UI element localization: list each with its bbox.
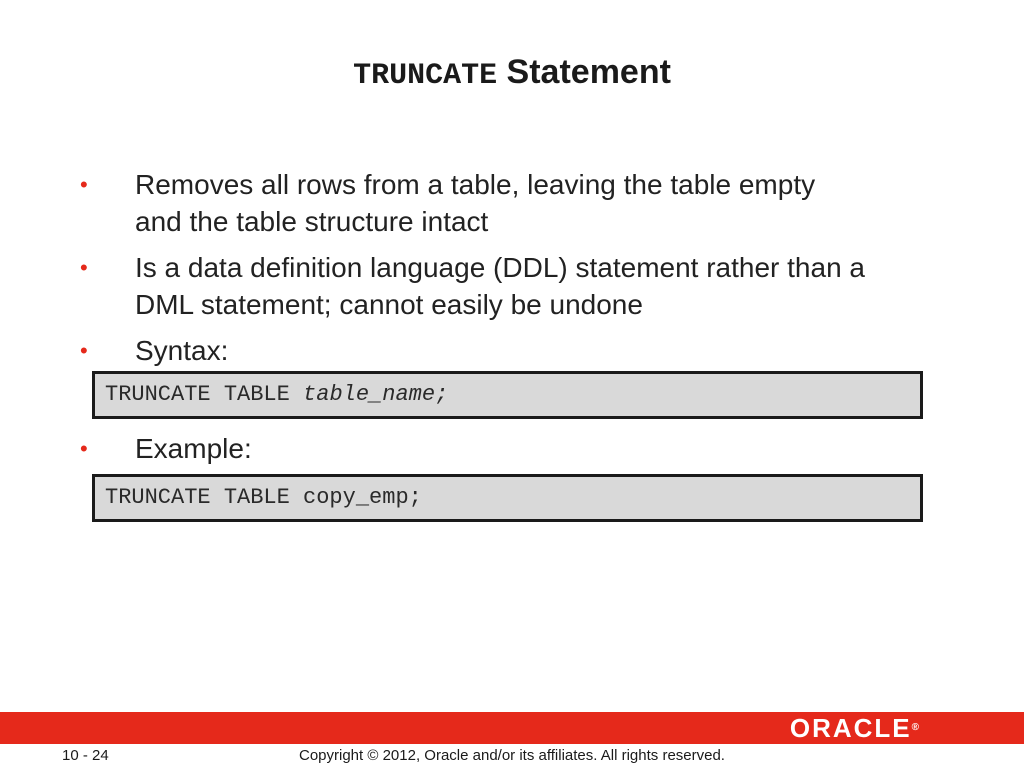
bullet-text — [135, 166, 965, 240]
bullet-line: and the table structure intact — [135, 206, 489, 237]
syntax-suffix: ; — [435, 382, 449, 407]
bullet-line: Syntax: — [135, 335, 229, 366]
footer-copyright: Copyright © 2012, Oracle and/or its affiliates. All rights reserved. — [299, 747, 725, 764]
bullet-text — [135, 430, 965, 467]
bullet-marker: • — [80, 172, 88, 197]
title-text: Statement — [506, 53, 671, 91]
oracle-logo-text: ORACLE — [789, 713, 912, 743]
example-code-box — [92, 474, 923, 522]
bullet-marker: • — [80, 338, 88, 363]
bullet-line: Example: — [135, 433, 252, 464]
syntax-code-box — [92, 371, 923, 419]
bullet-marker: • — [80, 255, 88, 280]
footer-page-number: 10 - 24 — [62, 747, 109, 764]
bullet-text — [135, 249, 965, 323]
bullet-text — [135, 332, 965, 369]
title-keyword: TRUNCATE — [353, 59, 498, 93]
example-code: TRUNCATE TABLE copy_emp; — [105, 485, 422, 510]
bullet-line: Removes all rows from a table, leaving the table empty — [135, 169, 816, 200]
bullet-marker: • — [80, 436, 88, 461]
bullet-line: Is a data definition language (DDL) statement rather than a — [135, 252, 865, 283]
syntax-prefix: TRUNCATE TABLE — [105, 382, 304, 407]
slide-title — [0, 52, 1024, 96]
registered-mark: ® — [911, 722, 919, 733]
footer-red-bar — [0, 712, 1024, 744]
bullet-line: DML statement; cannot easily be undone — [135, 289, 643, 320]
oracle-logo — [790, 715, 919, 741]
syntax-placeholder: table_name — [303, 382, 436, 407]
